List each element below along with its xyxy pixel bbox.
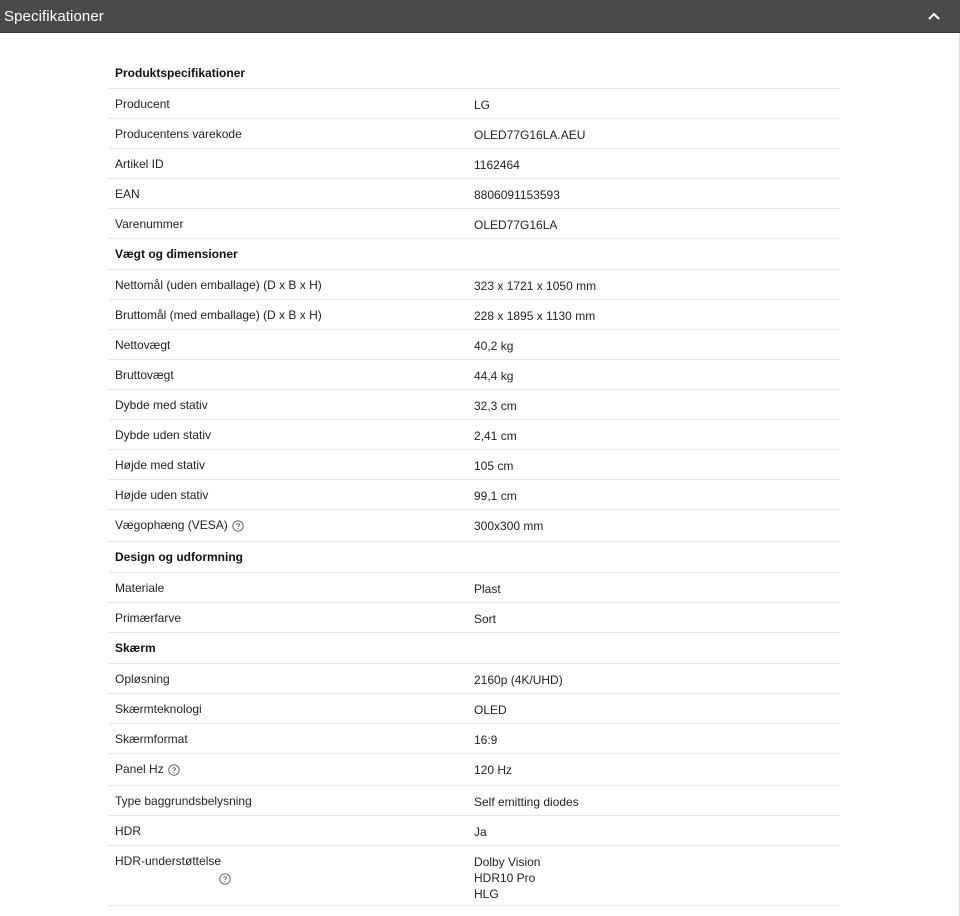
spec-row [108,480,840,510]
spec-label [108,754,467,776]
spec-value: 40,2 kg [474,339,514,353]
spec-row [108,450,840,480]
spec-label-text: Panel Hz [115,762,164,776]
spec-label [108,816,467,838]
spec-value: 323 x 1721 x 1050 mm [474,279,597,293]
spec-row [108,149,840,179]
spec-row [108,330,840,360]
spec-label-text: Varenummer [115,217,184,231]
spec-value: OLED77G16LA [474,218,558,232]
spec-value [467,846,840,902]
spec-value: Ja [474,825,487,839]
spec-label-text: Skærmformat [115,732,188,746]
spec-label-text: Nettomål (uden emballage) (D x B x H) [115,278,322,292]
spec-label-text: Dybde med stativ [115,398,208,412]
spec-row [108,360,840,390]
spec-value: 99,1 cm [474,489,517,503]
spec-value: 8806091153593 [474,188,560,202]
spec-row [108,754,840,786]
spec-label [108,573,467,595]
spec-value: 2160p (4K/UHD) [474,673,563,687]
spec-label [108,846,467,868]
spec-label-text: Opløsning [115,672,170,686]
spec-label-text: Højde med stativ [115,458,206,472]
spec-label [108,603,467,625]
question-circle-icon[interactable] [168,764,180,776]
header-title: Specifikationer [4,7,104,25]
spec-label [108,724,467,746]
spec-value-line: HDR10 Pro [474,871,536,885]
spec-label [108,420,467,442]
spec-label-text: Primærfarve [115,611,182,625]
spec-row [108,270,840,300]
chevron-up-icon[interactable] [924,6,944,26]
spec-label [108,360,467,382]
spec-label-text: Type baggrundsbelysning [115,794,252,808]
spec-label [108,119,467,141]
spec-value: 105 cm [474,459,514,473]
spec-row [108,724,840,754]
spec-label [108,480,467,502]
spec-value: 2,41 cm [474,429,517,443]
spec-label-text: Producent [115,97,170,111]
section-title: Design og udformning [108,542,840,573]
spec-label-text: Artikel ID [115,157,164,171]
spec-label-text: Højde uden stativ [115,488,209,502]
spec-label [108,89,467,111]
spec-row [108,786,840,816]
spec-label [108,694,467,716]
spec-label-text: Skærmteknologi [115,702,202,716]
spec-label [108,209,467,231]
spec-label [108,786,467,808]
spec-row [108,816,840,846]
spec-label [108,450,467,472]
spec-value: OLED77G16LA.AEU [474,128,586,142]
spec-value: 228 x 1895 x 1130 mm [474,309,596,323]
specifications-header[interactable] [0,0,960,33]
spec-row [108,510,840,542]
spec-row [108,119,840,149]
spec-label [108,510,467,532]
section-title: Skærm [108,633,840,664]
spec-row [108,89,840,119]
spec-value: Self emitting diodes [474,795,579,809]
spec-label-text: Nettovægt [115,338,171,352]
spec-label-text: Producentens varekode [115,127,242,141]
spec-row [108,300,840,330]
spec-value: Sort [474,612,497,626]
specifications-table [108,58,840,906]
spec-value: 44,4 kg [474,369,514,383]
spec-value: 1162464 [474,158,520,172]
spec-label [108,390,467,412]
question-circle-icon[interactable] [219,873,231,885]
spec-row [108,664,840,694]
spec-label [108,300,467,322]
spec-label-text: Dybde uden stativ [115,428,212,442]
spec-label-text: Bruttomål (med emballage) (D x B x H) [115,308,322,322]
spec-row [108,179,840,209]
spec-value: OLED [474,703,507,717]
section-title: Vægt og dimensioner [108,239,840,270]
spec-label-text: HDR-understøttelse [115,854,222,868]
spec-value-line: HLG [474,887,499,901]
spec-value: 16:9 [474,733,498,747]
spec-value: Plast [474,582,501,596]
spec-label [108,149,467,171]
spec-value-line: Dolby Vision [474,855,541,869]
spec-value: 300x300 mm [474,519,544,533]
spec-row [108,694,840,724]
spec-label-text: Vægophæng (VESA) [115,518,228,532]
spec-label-text: Bruttovægt [115,368,174,382]
spec-value: 120 Hz [474,763,513,777]
question-circle-icon[interactable] [232,520,244,532]
spec-row [108,573,840,603]
spec-row [108,846,840,906]
spec-label-text: Materiale [115,581,165,595]
spec-label-text: EAN [115,187,140,201]
spec-label [108,179,467,201]
spec-label [108,330,467,352]
spec-value: LG [474,98,491,112]
spec-row [108,390,840,420]
section-title: Produktspecifikationer [108,58,840,89]
spec-label-text: HDR [115,824,141,838]
spec-value: 32,3 cm [474,399,517,413]
spec-label [108,270,467,292]
spec-row [108,603,840,633]
spec-row [108,420,840,450]
spec-row [108,209,840,239]
spec-label [108,664,467,686]
